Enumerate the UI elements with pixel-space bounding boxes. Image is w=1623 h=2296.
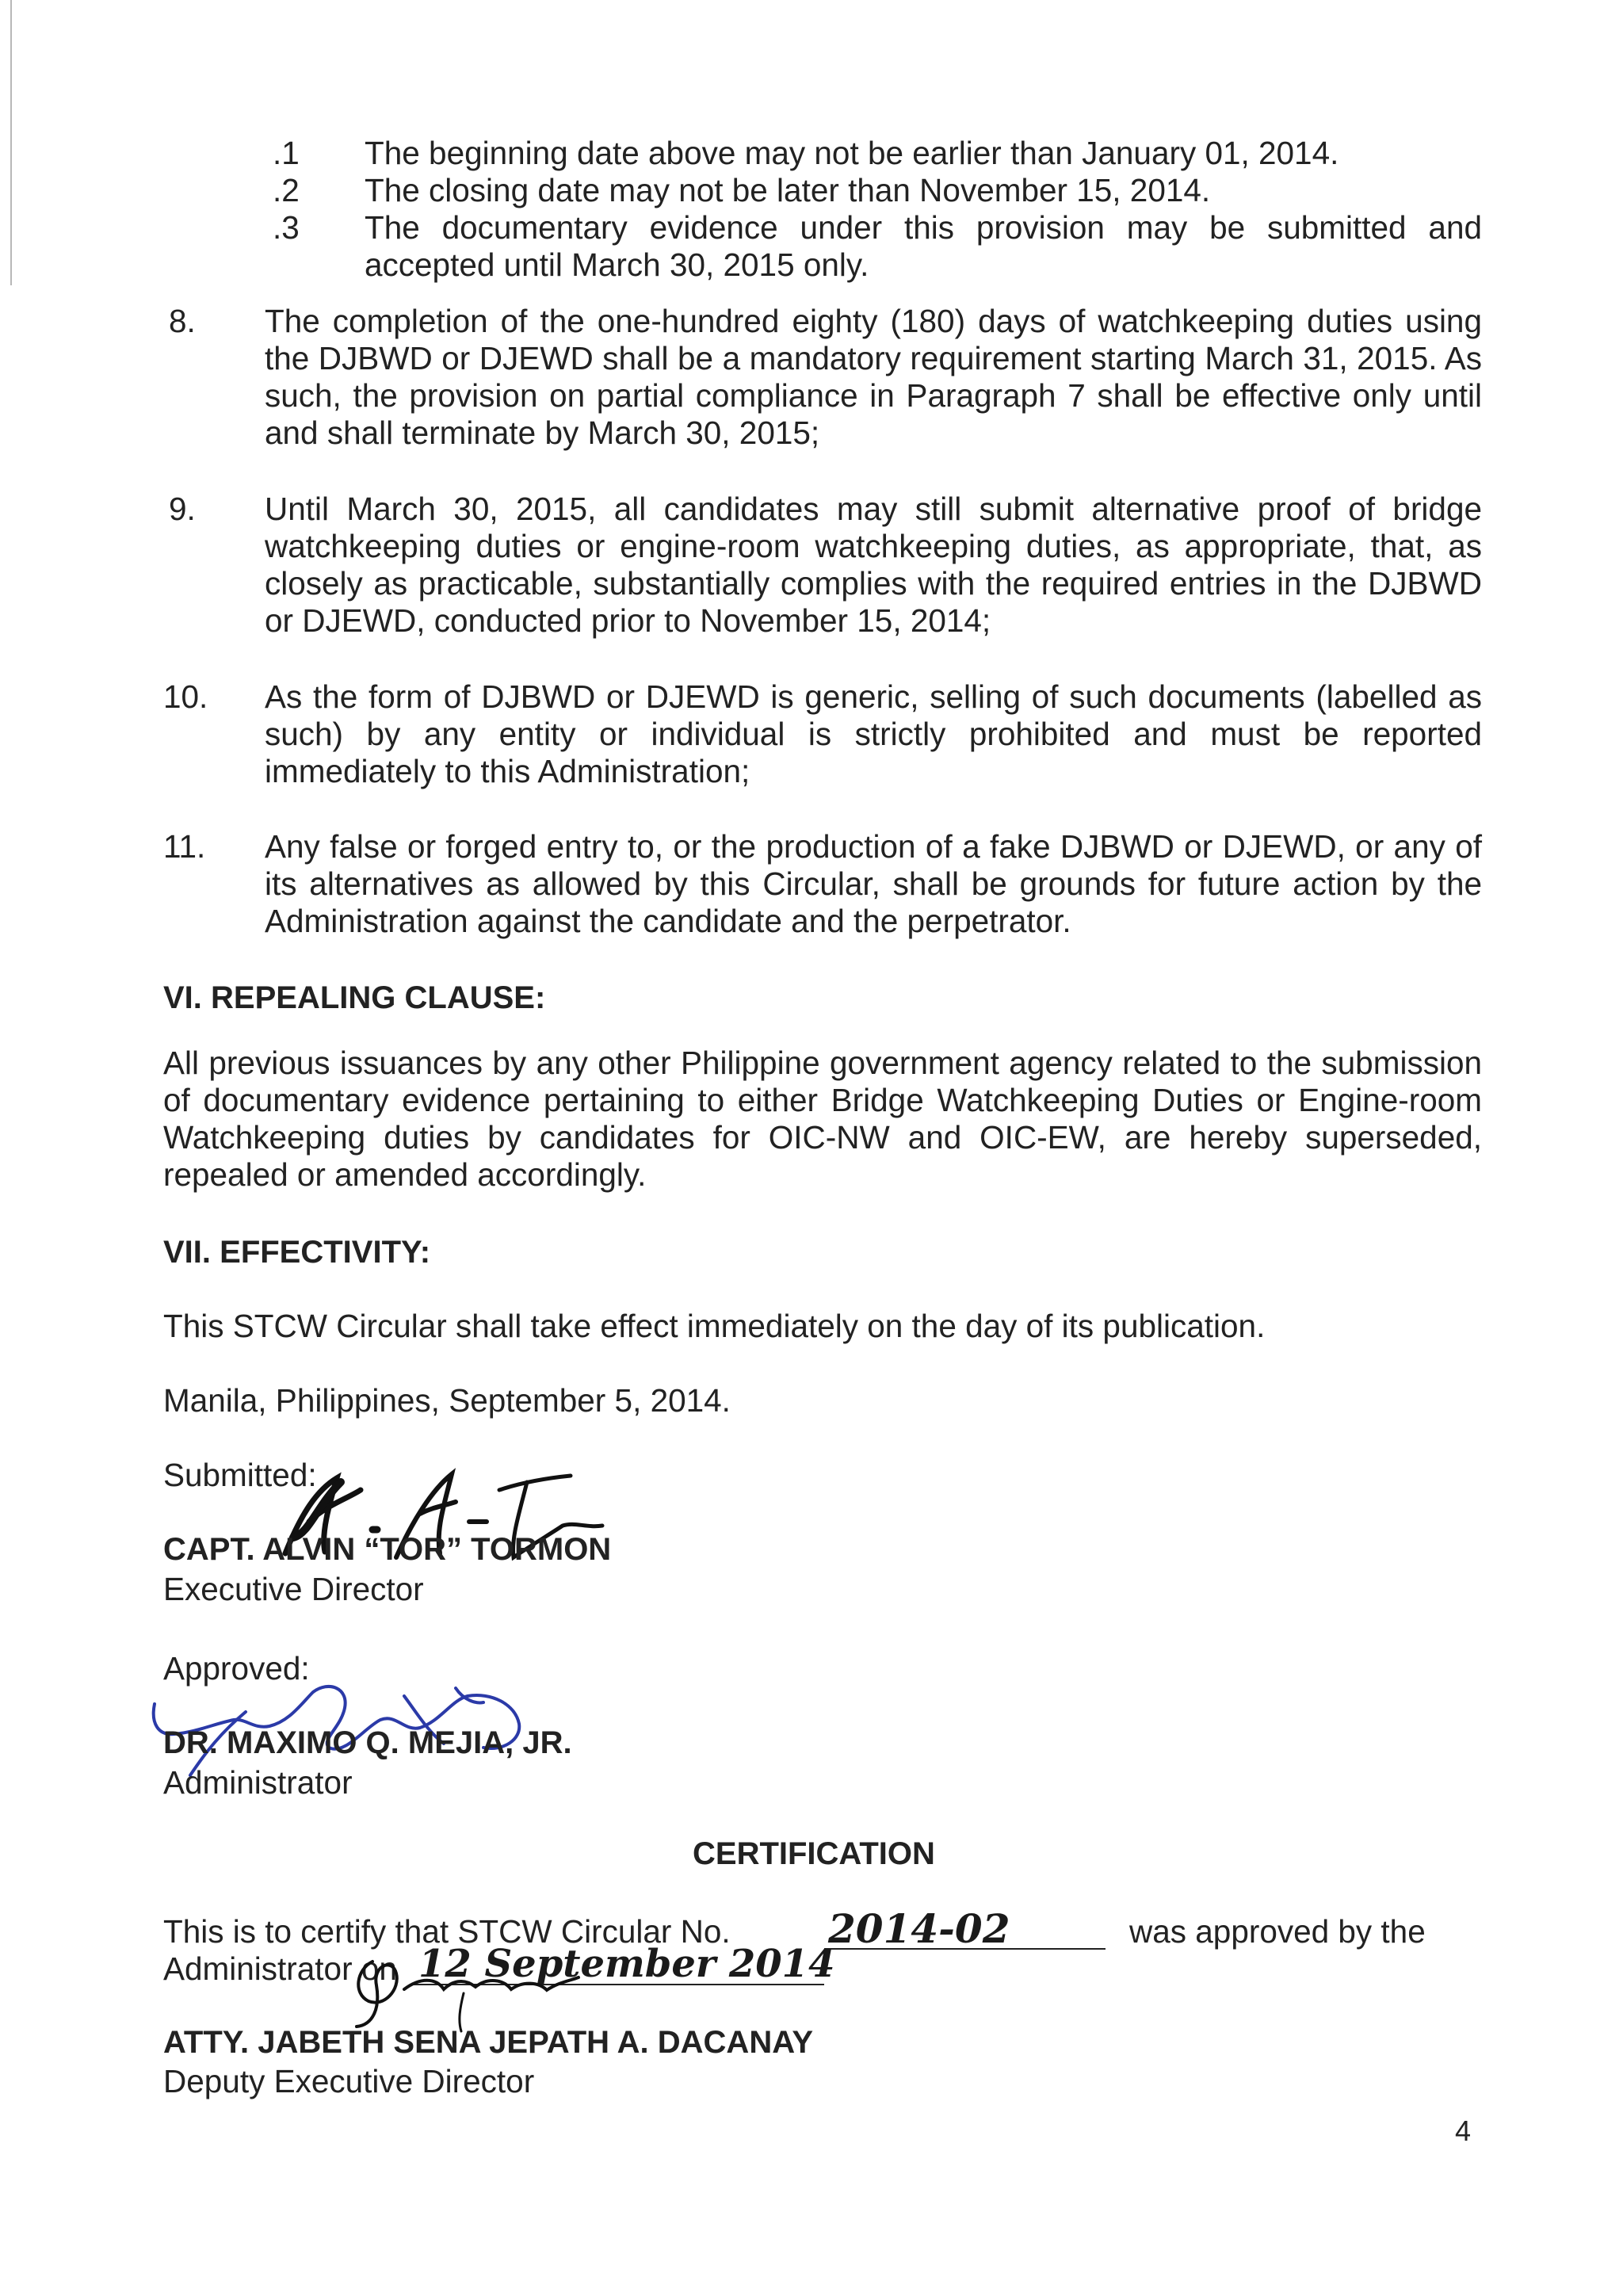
item-number: 11.: [163, 828, 206, 865]
certification-administrator-on: Administrator on: [163, 1950, 397, 1987]
repealing-clause-text: All previous issuances by any other Philippine government agency related to the submission of documentary evidence pertaining to either Bridge Watchkeeping Duties or Engine-room Watchkeeping duties by candidates for OIC-NW and OIC-EW, are hereby superseded, repealed or amended accordingly.: [163, 1045, 1482, 1193]
item-number: 9.: [169, 491, 196, 527]
dacanay-signature: [325, 1946, 610, 2033]
page-number: 4: [1455, 2115, 1472, 2147]
approved-label: Approved:: [163, 1650, 310, 1687]
certification-signer-name: ATTY. JABETH SENA JEPATH A. DACANAY: [163, 2025, 814, 2060]
submitted-signer-name: CAPT. ALVIN “TOR” TORMON: [163, 1532, 612, 1567]
item-text: Any false or forged entry to, or the production of a fake DJBWD or DJEWD, or any of its alternatives as allowed by this Circular, shall be grounds for future action by the Administration against the candidate and the perpetrator.: [265, 828, 1482, 939]
submitted-label: Submitted:: [163, 1457, 317, 1493]
certification-signer-title: Deputy Executive Director: [163, 2063, 535, 2099]
submitted-signer-title: Executive Director: [163, 1571, 424, 1607]
approved-signer-name: DR. MAXIMO Q. MEJIA, JR.: [163, 1725, 572, 1760]
section-heading-repealing: VI. REPEALING CLAUSE:: [163, 980, 546, 1015]
approved-signer-title: Administrator: [163, 1764, 353, 1801]
section-heading-effectivity: VII. EFFECTIVITY:: [163, 1235, 431, 1270]
certification-line-start: This is to certify that STCW Circular No.: [163, 1913, 731, 1950]
approval-date-handwritten: 12 September 2014: [418, 1942, 835, 1986]
sub-item-text: The documentary evidence under this provision may be submitted and accepted until March 30, 2015 only.: [365, 209, 1482, 283]
item-text: The completion of the one-hundred eighty (180) days of watchkeeping duties using the DJBWD or DJEWD shall be a mandatory requirement starting March 31, 2015. As such, the provision on partial compliance in Paragraph 7 shall be effective only until and shall terminate by March 30, 2015;: [265, 303, 1482, 451]
item-number: 8.: [169, 303, 196, 339]
effectivity-text: This STCW Circular shall take effect immediately on the day of its publication.: [163, 1308, 1266, 1344]
certification-heading: CERTIFICATION: [693, 1836, 935, 1871]
scan-edge-line: [10, 0, 12, 285]
circular-no-handwritten: 2014-02: [828, 1905, 1010, 1952]
sub-item-number: .2: [273, 172, 300, 208]
sub-item-text: The closing date may not be later than November 15, 2014.: [365, 172, 1211, 208]
sub-item-number: .1: [273, 135, 300, 171]
item-text: As the form of DJBWD or DJEWD is generic, selling of such documents (labelled as such) by any entity or individual is strictly prohibited and must be reported immediately to this Administration;: [265, 678, 1482, 789]
certification-line-end: was approved by the: [1129, 1913, 1426, 1950]
sub-item-number: .3: [273, 209, 300, 246]
sub-item-text: The beginning date above may not be earlier than January 01, 2014.: [365, 135, 1339, 171]
item-number: 10.: [163, 678, 208, 715]
place-and-date: Manila, Philippines, September 5, 2014.: [163, 1382, 731, 1419]
item-text: Until March 30, 2015, all candidates may still submit alternative proof of bridge watchkeeping duties or engine-room watchkeeping duties, as appropriate, that, as closely as practicable, substantially complies with the required entries in the DJBWD or DJEWD, conducted prior to November 15, 2014;: [265, 491, 1482, 639]
